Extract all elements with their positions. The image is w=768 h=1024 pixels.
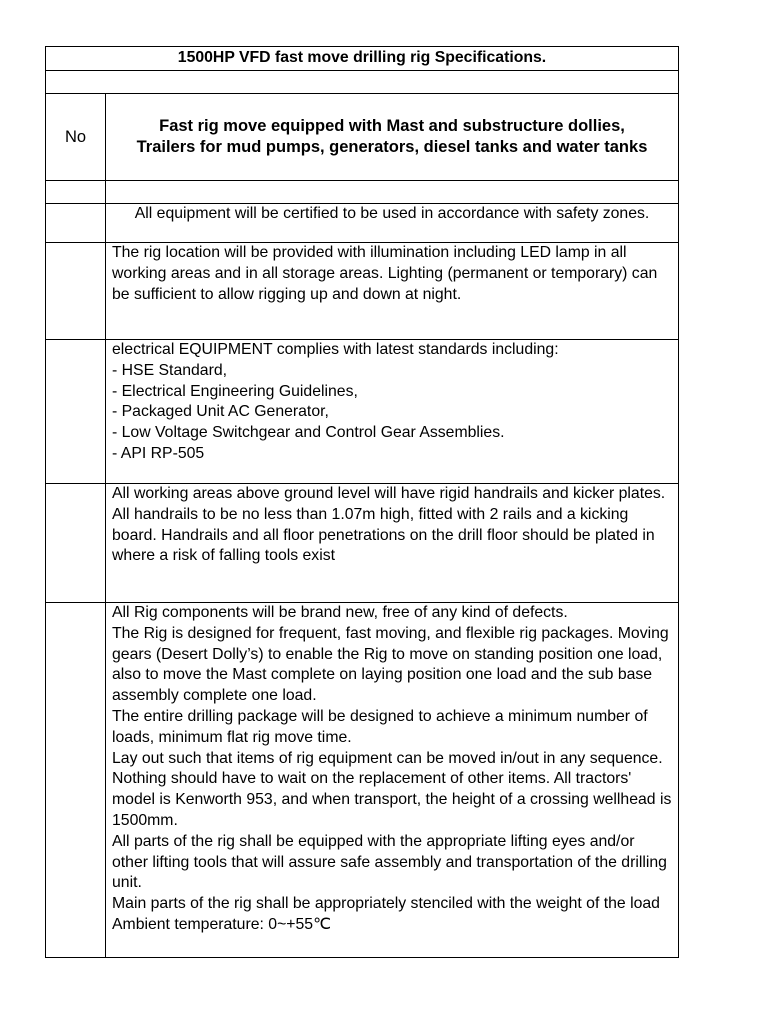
row-text-cell: All working areas above ground level will have rigid handrails and kicker plates. All handrails to be no less than 1.07m high, fitted with 2 rails and a kicking board. Handrails and all floor penetrations on the drill floor should be plated in where a risk of falling tools exist xyxy=(106,484,679,603)
row-no-cell xyxy=(46,243,106,340)
table-row xyxy=(46,243,679,340)
row-no-cell xyxy=(46,603,106,958)
header-description-cell xyxy=(106,94,679,181)
spacer-desc-cell xyxy=(106,181,679,204)
row-text-cell: The rig location will be provided with illumination including LED lamp in all working areas and in all storage areas. Lighting (permanent or temporary) can be sufficient to allow rigging up and down at night. xyxy=(106,243,679,340)
title-row xyxy=(46,47,679,71)
paragraph: All parts of the rig shall be equipped with the appropriate lifting eyes and/or other lifting tools that will assure safe assembly and transportation of the drilling unit. xyxy=(112,832,667,892)
row-no-cell xyxy=(46,204,106,243)
header-row xyxy=(46,94,679,181)
blank-cell xyxy=(46,71,679,94)
row-no-cell xyxy=(46,340,106,484)
table-row xyxy=(46,340,679,484)
standard-item: - Low Voltage Switchgear and Control Gear Assemblies. xyxy=(112,424,505,442)
table-row xyxy=(46,603,679,958)
paragraph: All Rig components will be brand new, free of any kind of defects. xyxy=(112,604,568,621)
header-no-cell: No xyxy=(46,94,106,181)
standard-item: - Electrical Engineering Guidelines, xyxy=(112,382,358,400)
row-text-cell xyxy=(106,603,679,958)
row-no-cell xyxy=(46,484,106,603)
spacer-no-cell xyxy=(46,181,106,204)
header-description-line: Trailers for mud pumps, generators, diesel tanks and water tanks xyxy=(136,138,648,156)
spacer-row xyxy=(46,181,679,204)
table-row xyxy=(46,204,679,243)
standard-item: - HSE Standard, xyxy=(112,361,228,379)
header-description-line: Fast rig move equipped with Mast and substructure dollies, xyxy=(159,117,625,135)
row-text-cell: All equipment will be certified to be used in accordance with safety zones. xyxy=(106,204,679,243)
standard-item: - Packaged Unit AC Generator, xyxy=(112,403,329,421)
standards-intro: electrical EQUIPMENT complies with latest standards including: xyxy=(112,341,559,358)
paragraph: The Rig is designed for frequent, fast moving, and flexible rig packages. Moving gears (Desert Dolly’s) to enable the Rig to move on standing position one load, also to move the Mast complete on laying position one load and the sub base assembly complete one load. xyxy=(112,624,669,705)
row-text-cell xyxy=(106,340,679,484)
paragraph: Lay out such that items of rig equipment can be moved in/out in any sequence. Nothing should have to wait on the replacement of other items. All tractors' model is Kenworth 953, and when transport, the height of a crossing wellhead is 1500mm. xyxy=(112,749,672,829)
table-title: 1500HP VFD fast move drilling rig Specifications. xyxy=(46,47,679,71)
table-row xyxy=(46,484,679,603)
specifications-table xyxy=(45,46,679,958)
paragraph: Main parts of the rig shall be appropriately stenciled with the weight of the load Ambient temperature: 0~+55℃ xyxy=(112,895,660,933)
paragraph: The entire drilling package will be designed to achieve a minimum number of loads, minimum flat rig move time. xyxy=(112,707,648,746)
standard-item: - API RP-505 xyxy=(112,444,205,462)
blank-row xyxy=(46,71,679,94)
